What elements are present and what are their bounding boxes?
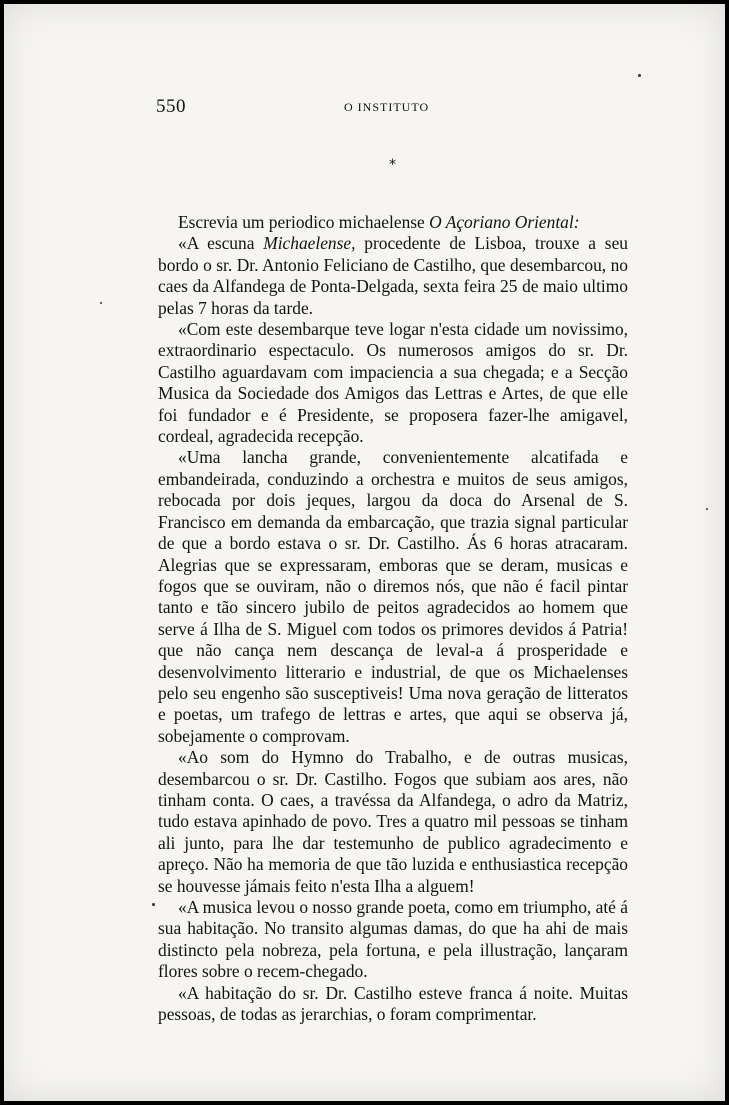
- text-run: «Ao som do Hymno do Trabalho, e de outras musicas, desembarcou o sr. Dr. Castilho. Fogos que subiam aos ares, não tinham conta. O caes, a travéssa da Alfandega, o adro da Matriz, tudo estava apinhado de povo. Tres a quatro mil pessoas se tinham ali junto, para lhe dar testemunho de publico agradecimento e apreço. Não ha memoria de que tão luzida e enthusiastica recepção se houvesse jámais feito n'esta Ilha a alguem!: [158, 747, 628, 896]
- page-header: [4, 96, 725, 120]
- text-run: procedente de Lisboa, trouxe a seu bordo o sr. Dr. Antonio Feliciano de Castilho, que desembarcou, no caes da Alfandega de Ponta-Delgada, sexta feira 25 de maio ultimo pelas 7 horas da tarde.: [158, 233, 628, 318]
- paragraph: [158, 983, 628, 1026]
- paragraph: [158, 233, 628, 319]
- running-title: O INSTITUTO: [344, 100, 430, 114]
- book-page: [4, 4, 725, 1101]
- italic-text: Michaelense,: [263, 233, 356, 254]
- body-text: [158, 212, 628, 1025]
- paragraph: [158, 319, 628, 447]
- text-run: «A habitação do sr. Dr. Castilho esteve franca á noite. Muitas pessoas, de todas as jerarchias, o foram comprimentar.: [158, 982, 628, 1025]
- text-run: «Uma lancha grande, convenientemente alcatifada e embandeirada, conduzindo a orchestra e muitos de seus amigos, rebocada por dois jeques, largou da doca do Arsenal de S. Francisco em demanda da embarcação, que trazia signal particular de que a bordo estava o sr. Dr. Castilho. Ás 6 horas atracaram. Alegrias que se expressaram, emboras que se deram, musicas e fogos que se ouviram, não o diremos nós, que não é facil pintar tanto e tão sincero jubilo de peitos agradecidos ao homem que serve á Ilha de S. Miguel com todos os primores devidos á Patria! que não cança nem descança de leval-a á prosperidade e desenvolvimento litterario e industrial, de que os Michaelenses pelo seu engenho são susceptiveis! Uma nova geração de litteratos e poetas, um trafego de lettras e artes, que aqui se observa já, sobejamente o comprovam.: [158, 447, 628, 746]
- text-run: Escrevia um periodico michaelense: [178, 212, 430, 232]
- italic-text: O Açoriano Oriental:: [429, 212, 580, 232]
- paragraph: [158, 447, 628, 747]
- text-run: «A musica levou o nosso grande poeta, como em triumpho, até á sua habitação. No transito algumas damas, do que ha ahi de mais distincto pela nobreza, pela fortuna, e pela illustração, lançaram flores sobre o recem-chegado.: [158, 897, 628, 982]
- page-number: 550: [156, 96, 186, 117]
- paragraph: [158, 212, 628, 233]
- paragraph: [158, 747, 628, 897]
- paragraph: [158, 897, 628, 983]
- section-asterisk: *: [389, 157, 396, 173]
- text-run: «Com este desembarque teve logar n'esta cidade um novissimo, extraordinario espectaculo. Os numerosos amigos do sr. Dr. Castilho aguardavam com impaciencia a sua chegada; e a Secção Musica da Sociedade dos Amigos das Lettras e Artes, de que elle foi fundador e é Presidente, se proposera fazer-lhe amigavel, cordeal, agradecida recepção.: [158, 319, 628, 447]
- text-run: «A escuna: [178, 233, 264, 254]
